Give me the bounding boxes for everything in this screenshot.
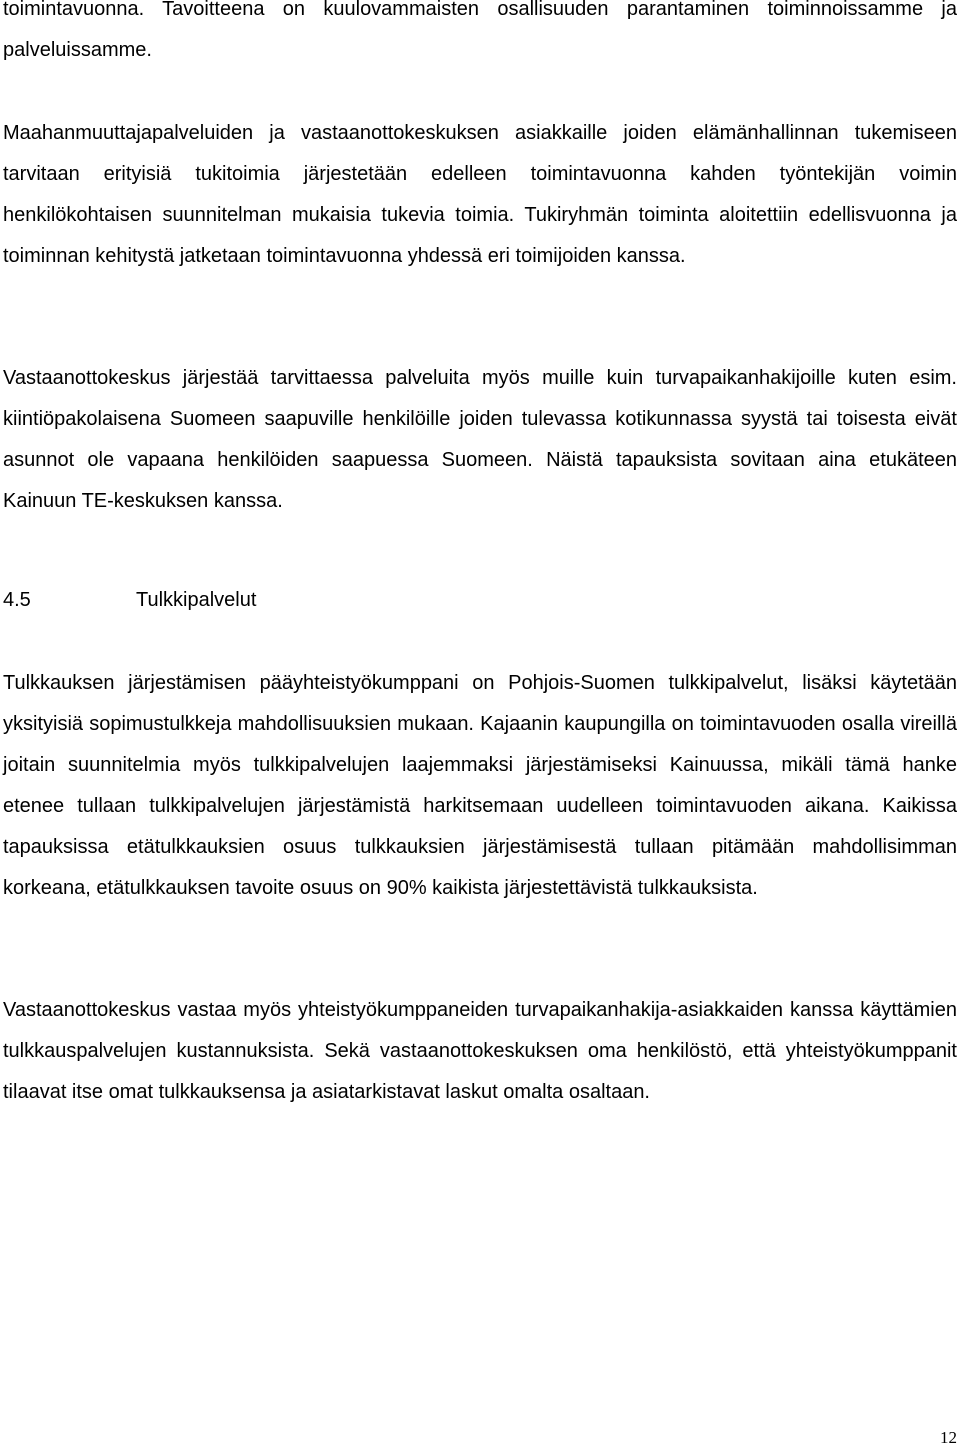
page-number: 12 <box>940 1428 957 1447</box>
paragraph-interpretation-costs: Vastaanottokeskus vastaa myös yhteistyökumppaneiden turvapaikanhakija-asiakkaiden kanssa käyttämien tulkkauspalvelujen kustannuksista. Sekä vastaanottokeskuksen oma henkilöstö, että yhteistyökumppanit tilaavat itse omat tulkkauksensa ja asiatarkistavat laskut omalta osaltaan. <box>3 999 957 1103</box>
paragraph-reception-centre-services: Vastaanottokeskus järjestää tarvittaessa palveluita myös muille kuin turvapaikanhakijoille kuten esim. kiintiöpakolaisena Suomeen saapuville henkilöille joiden tulevassa kotikunnassa syystä tai toisesta eivät asunnot ole vapaana henkilöiden saapuessa Suomeen. Näistä tapauksista sovitaan aina etukäteen Kainuun TE-keskuksen kanssa. <box>3 367 957 512</box>
paragraph-interpretation-arrangements: Tulkkauksen järjestämisen pääyhteistyökumppani on Pohjois-Suomen tulkkipalvelut, lisäksi käytetään yksityisiä sopimustulkkeja mahdollisuuksien mukaan. Kajaanin kaupungilla on toimintavuoden osalla vireillä joitain suunnitelmia myös tulkkipalvelujen laajemmaksi järjestämiseksi Kainuussa, mikäli tämä hanke etenee tullaan tulkkipalvelujen järjestämistä harkitsemaan uudelleen toimintavuoden aikana. Kaikissa tapauksissa etätulkkauksien osuus tulkkauksien järjestämisestä tullaan pitämään mahdollisimman korkeana, etätulkkauksen tavoite osuus on 90% kaikista järjestettävistä tulkkauksista. <box>3 672 957 899</box>
paragraph-continuation: toimintavuonna. Tavoitteena on kuulovammaisten osallisuuden parantaminen toiminnoissamme ja palveluissamme. <box>3 0 957 61</box>
section-number: 4.5 <box>3 589 31 611</box>
paragraph-immigrant-services: Maahanmuuttajapalveluiden ja vastaanottokeskuksen asiakkaille joiden elämänhallinnan tukemiseen tarvitaan erityisiä tukitoimia järjestetään edelleen toimintavuonna kahden työntekijän voimin henkilökohtaisen suunnitelman mukaisia tukevia toimia. Tukiryhmän toiminta aloitettiin edellisvuonna ja toiminnan kehitystä jatketaan toimintavuonna yhdessä eri toimijoiden kanssa. <box>3 122 957 267</box>
section-title: Tulkkipalvelut <box>136 589 257 611</box>
section-heading <box>3 580 256 621</box>
